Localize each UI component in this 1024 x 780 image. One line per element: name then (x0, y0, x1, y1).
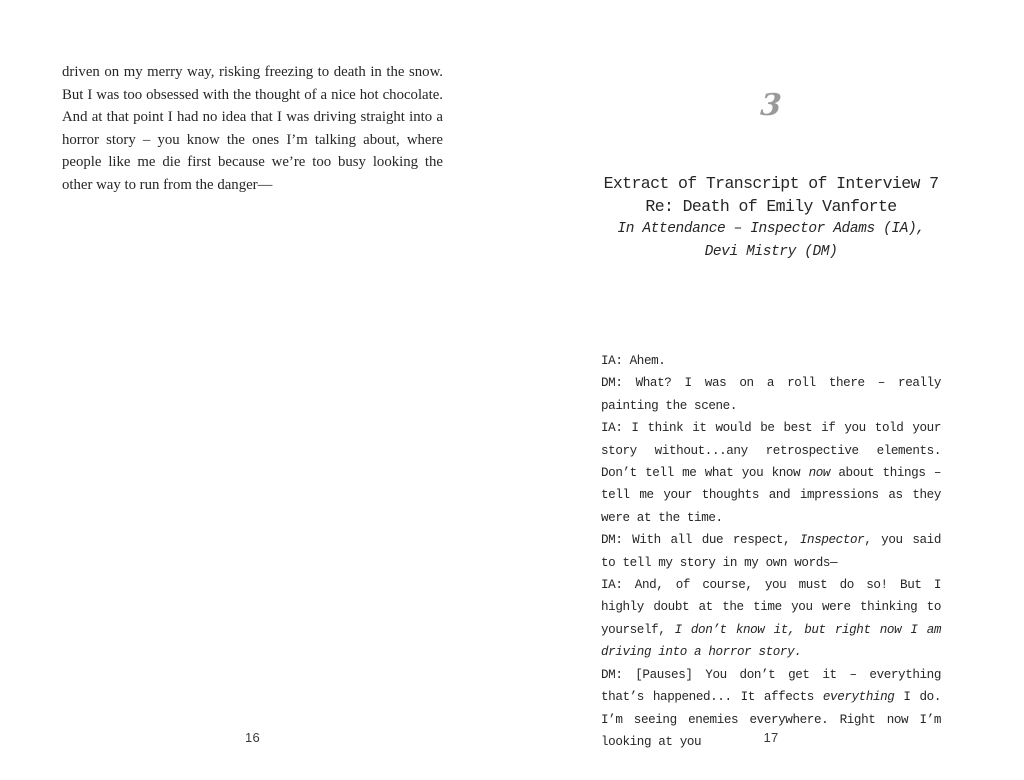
transcript-paragraph (601, 417, 941, 529)
transcript-run: DM: [Pauses] You don’t get it – everything that’s happened... It affects (601, 667, 941, 705)
transcript-paragraph (601, 372, 941, 417)
transcript-run: I do. I’m seeing enemies everywhere. Right now I’m looking at you (601, 690, 941, 749)
chapter-heading (571, 172, 971, 264)
left-page-paragraph: driven on my merry way, risking freezing to death in the snow. But I was too obsessed with the thought of a nice hot chocolate. And at that point I had no idea that I was driving straight into a horror story – you know the ones I’m talking about, where people like me die first because we’re too busy looking the other way to run from the danger— (62, 64, 443, 193)
chapter-number: 3 (759, 88, 783, 123)
attendance-line-1: In Attendance – Inspector Adams (IA), (617, 221, 925, 237)
chapter-title-line-2: Re: Death of Emily Vanforte (645, 197, 897, 216)
transcript-paragraph (601, 350, 941, 372)
right-page-number: 17 (763, 730, 779, 745)
transcript-run-italic: Inspector (799, 533, 865, 548)
left-page-text-block (62, 61, 443, 197)
transcript-run: IA: And, of course, you must do so! But I highly doubt at the time you were thinking to yourself, (601, 578, 941, 637)
transcript-run-italic: I don’t know it, but right now I am driving into a horror story. (601, 622, 942, 660)
transcript-run: IA: Ahem. (601, 354, 666, 368)
transcript-run: DM: What? I was on a roll there – really painting the scene. (601, 376, 941, 413)
transcript-run: about things – tell me your thoughts and impressions as they were at the time. (601, 466, 941, 525)
left-page-number: 16 (244, 730, 261, 745)
transcript-paragraph (601, 529, 941, 574)
transcript-run: DM: With all due respect, (601, 533, 800, 548)
transcript-body (601, 350, 941, 753)
attendance-line-2: Devi Mistry (DM) (704, 244, 838, 260)
transcript-run: IA: I think it would be best if you told your story without...any retrospective elements. Don’t tell me what you know (601, 421, 941, 481)
chapter-title-line-1: Extract of Transcript of Interview 7 (603, 174, 939, 193)
transcript-run-italic: now (808, 466, 831, 481)
transcript-run: , you said to tell my story in my own words— (601, 533, 941, 570)
transcript-run-italic: everything (822, 690, 895, 705)
transcript-paragraph (601, 574, 941, 664)
